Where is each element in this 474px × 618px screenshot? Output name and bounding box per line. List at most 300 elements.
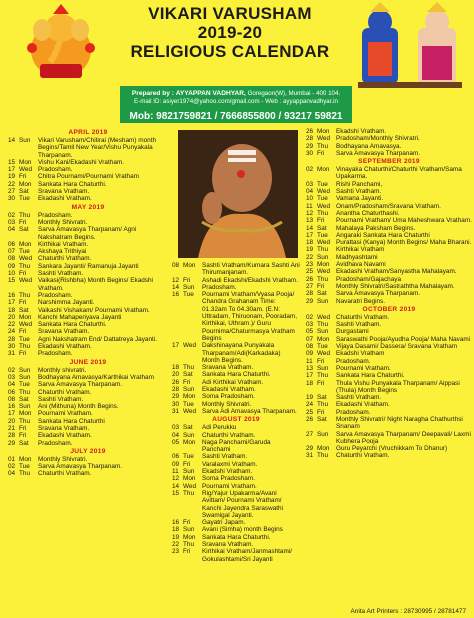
entry-event: Sashti Vratham.: [38, 270, 84, 278]
entry-weekday: Tue: [19, 248, 30, 256]
calendar-entry: [306, 276, 472, 283]
calendar-entry: [8, 226, 168, 241]
calendar-entry: [8, 173, 168, 180]
entry-weekday: Sun: [19, 366, 31, 374]
calendar-entry: [306, 372, 472, 379]
entry-date: 16: [8, 291, 16, 299]
entry-date: 04: [8, 381, 16, 389]
entry-weekday: Thu: [317, 452, 329, 460]
entry-date: 10: [306, 195, 314, 203]
entry-weekday: Sun: [19, 403, 31, 411]
entry-date: 08: [8, 395, 16, 403]
entry-date: 15: [8, 277, 16, 285]
entry-weekday: Thu: [19, 291, 31, 299]
entry-weekday: Sun: [183, 526, 195, 534]
calendar-entry: [306, 394, 472, 401]
entry-weekday: Sun: [183, 468, 195, 476]
entry-date: 19: [8, 173, 16, 181]
web-link[interactable]: ayyappanvadhyar.in: [282, 98, 338, 105]
entry-weekday: Mon: [19, 313, 32, 321]
calendar-entry: [306, 181, 472, 188]
entry-event: Chaturthi Vratham.: [336, 313, 390, 321]
calendar-entry: [172, 439, 300, 454]
entry-weekday: Wed: [317, 268, 331, 276]
entry-event: Sarva Amavasya Tharpanam/ Agni Nakshatram Begins.: [38, 226, 137, 241]
entry-event: Ekadashi Vratham.: [336, 401, 390, 409]
entry-weekday: Sun: [183, 283, 195, 291]
entry-weekday: Thu: [183, 364, 195, 372]
calendar-entry: [172, 548, 300, 563]
entry-event: Pradosham.: [38, 350, 73, 358]
calendar-entry: [306, 254, 472, 261]
calendar-entry: [8, 381, 168, 388]
entry-weekday: Sun: [317, 430, 329, 438]
entry-date: 27: [306, 282, 314, 290]
calendar-entry: [8, 292, 168, 299]
entry-event: Sravana Vratham.: [38, 328, 90, 336]
entry-weekday: Mon: [317, 128, 330, 135]
entry-weekday: Fri: [183, 276, 191, 284]
entry-event: Kanchi Mahaperiyava Jayanti: [38, 313, 122, 321]
deity-pair-illustration: [350, 2, 468, 90]
entry-weekday: Mon: [19, 410, 32, 418]
calendar-entry: [8, 137, 168, 159]
calendar-entry: [8, 410, 168, 417]
calendar-entry: [306, 350, 472, 357]
entry-event: Ekadashi Vratham.: [38, 432, 92, 440]
calendar-entry: [306, 409, 472, 416]
entry-weekday: Sat: [317, 394, 327, 402]
entry-date: 31: [8, 350, 16, 358]
entry-event: Sarva Adi Amavasya Tharpanam.: [202, 407, 297, 415]
entry-weekday: Fri: [183, 378, 191, 386]
entry-weekday: Mon: [317, 261, 330, 269]
entry-date: 29: [306, 297, 314, 305]
entry-event: Sravana Vratham.: [38, 188, 90, 196]
entry-event: Sarva Amavasya Tharpanam.: [336, 290, 421, 298]
entry-date: 12: [172, 475, 180, 483]
entry-event: Mahalaya Paksham Begins.: [336, 224, 416, 232]
entry-date: 18: [172, 526, 180, 534]
calendar-entry: [306, 401, 472, 408]
entry-date: 07: [306, 335, 314, 343]
entry-event: Bodhayana Amavasya/Karthikai Vratham: [38, 373, 154, 381]
calendar-entry: [172, 379, 300, 386]
entry-weekday: Wed: [317, 188, 331, 196]
entry-date: 04: [172, 431, 180, 439]
entry-event: Sarva Amavasya Tharpanam.: [38, 463, 123, 471]
calendar-entry: [306, 150, 472, 157]
title-line-2: 2019-20: [197, 23, 263, 42]
entry-date: 20: [8, 417, 16, 425]
entry-date: 02: [8, 366, 16, 374]
entry-date: 20: [172, 371, 180, 379]
ganesha-illustration: [20, 4, 102, 82]
entry-event: Naga Panchami/Garuda Panchami: [202, 438, 271, 454]
calendar-entry: [8, 396, 168, 403]
calendar-entry: [172, 424, 300, 431]
entry-date: 29: [8, 439, 16, 447]
calendar-entry: [172, 386, 300, 393]
calendar-entry: [172, 468, 300, 475]
entry-weekday: Tue: [317, 231, 328, 239]
entry-event: Vaikashi Vishakam/ Pournami Vratham.: [38, 306, 150, 314]
entry-weekday: Sun: [19, 373, 31, 381]
entry-weekday: Wed: [19, 255, 33, 263]
entry-weekday: Fri: [19, 299, 27, 307]
calendar-entry: [8, 241, 168, 248]
entry-event: Chaturthi Vratham.: [38, 470, 92, 478]
entry-weekday: Sun: [317, 297, 329, 305]
entry-weekday: Tue: [183, 291, 194, 299]
entry-weekday: Thu: [19, 343, 31, 351]
email-link[interactable]: asiyer1974@yahoo.com/gmail.com -: [162, 98, 264, 105]
entry-weekday: Thu: [317, 401, 329, 409]
calendar-entry: [306, 232, 472, 239]
entry-weekday: Wed: [317, 135, 331, 143]
entry-event: Sashti Vratham.: [336, 188, 382, 196]
entry-date: 06: [8, 388, 16, 396]
entry-event: Vijaya Dasami/ Dassera/ Sravana Vratham: [336, 343, 458, 351]
entry-weekday: Wed: [183, 342, 197, 350]
july-august-column: [172, 262, 300, 563]
month-heading: MAY 2019: [71, 203, 105, 211]
title-line-1: VIKARI VARUSHAM: [148, 4, 312, 23]
april-july-column: [8, 128, 168, 478]
mobile-numbers: Mob: 9821759821 / 7666855800 / 93217 59821: [120, 110, 352, 123]
calendar-entry: [306, 416, 472, 431]
entry-weekday: Sun: [317, 364, 329, 372]
entry-event: Thula Vishu Punyakala Tharpanam/ Aippasi (Thula) Month Begins: [336, 379, 460, 394]
entry-date: 22: [306, 253, 314, 261]
entry-event: Ani (Mithuna) Month Begins.: [38, 403, 119, 411]
entry-weekday: Mon: [317, 445, 330, 453]
entry-date: 18: [306, 379, 314, 387]
entry-event: Pradosham/Monthly Shivratri.: [336, 135, 420, 143]
entry-weekday: Thu: [317, 246, 329, 254]
calendar-entry: [8, 195, 168, 202]
entry-event: Pournami Vratham.: [336, 364, 391, 372]
entry-event: Sankata Hara Chaturthi.: [38, 321, 107, 329]
entry-event: Pradosham.: [38, 439, 73, 447]
entry-event: Guru Peyarchi (Vruchikkam To Dhanur): [336, 445, 448, 453]
entry-date: 06: [8, 240, 16, 248]
entry-event: Durgastami: [336, 328, 369, 336]
entry-date: 14: [8, 137, 16, 144]
calendar-entry: [8, 389, 168, 396]
entry-date: 24: [8, 328, 16, 336]
entry-event: Sankata Hara Chaturthi.: [202, 533, 271, 541]
calendar-entry: [8, 321, 168, 328]
entry-weekday: Thu: [183, 540, 195, 548]
calendar-entry: [8, 166, 168, 173]
entry-event: Pournami Vratham/Vyasa Pooja/ Chandra Grahanam Time: 01.32am To 04.30am. (E.N: Uttradam, Thiruonam, Pooradam, Kirthikai, Uthram.)/ Guru Pournima/Chaturmasya Vratham Begins: [202, 291, 298, 342]
entry-event: Dakshinayana Punyakala Tharpanam/Adi(Karkadaka) Month Begins.: [202, 342, 281, 364]
calendar-entry: [172, 284, 300, 291]
entry-date: 03: [8, 218, 16, 226]
month-heading: AUGUST 2019: [212, 416, 260, 424]
calendar-entry: [306, 452, 472, 459]
entry-event: Vamana Jayanti.: [336, 195, 384, 203]
entry-weekday: Thu: [317, 142, 329, 150]
calendar-entry: [172, 461, 300, 468]
calendar-entry: [172, 262, 300, 277]
entry-event: Sashti Vratham.: [38, 395, 84, 403]
entry-weekday: Wed: [19, 277, 33, 285]
month-heading: SEPTEMBER 2019: [358, 158, 420, 166]
calendar-entry: [172, 408, 300, 415]
entry-event: Soma Pradosham.: [202, 475, 255, 483]
entry-weekday: Fri: [183, 460, 191, 468]
calendar-entry: [306, 268, 472, 275]
calendar-entry: [172, 534, 300, 541]
entry-weekday: Mon: [183, 475, 196, 483]
entry-weekday: Sat: [19, 439, 29, 447]
entry-date: 10: [8, 270, 16, 278]
calendar-entry: [172, 475, 300, 482]
calendar-entry: [172, 483, 300, 490]
entry-date: 20: [8, 313, 16, 321]
entry-date: 11: [172, 468, 179, 476]
calendar-entry: [172, 393, 300, 400]
entry-event: Onam/Pradosham/Sravana Vratham.: [336, 202, 441, 210]
calendar-entry: [8, 188, 168, 195]
entry-event: Chitra Pournami/Pournami Vratham: [38, 173, 139, 181]
entry-weekday: Sun: [317, 253, 329, 261]
entry-event: Vishu Kani/Ekadashi Vratham.: [38, 158, 124, 166]
calendar-entry: [8, 418, 168, 425]
calendar-entry: [306, 343, 472, 350]
entry-event: Adi Perukku: [202, 424, 237, 432]
entry-event: Pradosham/Gajachaya: [336, 275, 402, 283]
entry-event: Sashti Vratham.: [202, 453, 248, 461]
entry-weekday: Mon: [19, 240, 32, 248]
entry-weekday: Wed: [317, 239, 331, 247]
calendar-entry: [8, 212, 168, 219]
entry-weekday: Mon: [183, 393, 196, 401]
entry-weekday: Thu: [183, 489, 195, 497]
entry-date: 08: [8, 255, 16, 263]
entry-date: 28: [8, 432, 16, 440]
calendar-entry: [306, 166, 472, 181]
entry-date: 18: [306, 239, 314, 247]
entry-weekday: Mon: [19, 455, 32, 463]
entry-weekday: Tue: [19, 195, 30, 203]
entry-event: Vinayaka Chaturthi/Chaturthi Vratham/Sama Upakarma.: [336, 166, 462, 181]
entry-date: 22: [172, 540, 180, 548]
entry-event: Varalaxmi Vratham.: [202, 460, 258, 468]
entry-event: Soma Pradosham.: [202, 393, 255, 401]
entry-weekday: Wed: [317, 350, 331, 358]
entry-event: Ekadshi Vratham.: [336, 128, 387, 135]
entry-date: 04: [8, 226, 16, 234]
entry-event: Monthly Shivratri/Sastraththa Mahalayam.: [336, 282, 455, 290]
calendar-entry: [8, 367, 168, 374]
entry-date: 05: [306, 328, 314, 336]
entry-weekday: Tue: [183, 400, 194, 408]
entry-date: 06: [172, 453, 180, 461]
entry-date: 04: [8, 470, 16, 478]
entry-event: Avidhava Navami: [336, 261, 386, 269]
calendar-entry: [306, 135, 472, 142]
calendar-entry: [172, 291, 300, 342]
entry-weekday: Tue: [19, 381, 30, 389]
month-heading: JULY 2019: [70, 447, 106, 455]
entry-weekday: Fri: [19, 350, 27, 358]
calendar-entry: [8, 314, 168, 321]
entry-weekday: Mon: [317, 166, 330, 174]
entry-event: Pradosham.: [202, 283, 237, 291]
entry-date: 14: [306, 224, 314, 232]
calendar-entry: [8, 328, 168, 335]
entry-date: 29: [172, 393, 180, 401]
entry-weekday: Thu: [19, 470, 31, 478]
entry-event: Pradosham.: [336, 357, 371, 365]
calendar-entry: [8, 263, 168, 270]
entry-date: 01: [8, 455, 16, 463]
entry-date: 26: [172, 378, 180, 386]
entry-date: 08: [172, 262, 180, 269]
entry-event: Ekadshi Vratham: [336, 350, 385, 358]
entry-weekday: Sat: [19, 395, 29, 403]
calendar-entry: [172, 541, 300, 548]
entry-weekday: Sat: [183, 371, 193, 379]
calendar-entry: [306, 143, 472, 150]
calendar-entry: [172, 519, 300, 526]
prepared-label: Prepared by :: [131, 90, 175, 97]
calendar-entry: [8, 456, 168, 463]
entry-weekday: Thu: [19, 417, 31, 425]
entry-event: Pournami Vratham/ Uma Maheshwara Vratham.: [336, 217, 472, 225]
web-label: Web :: [265, 98, 282, 105]
entry-weekday: Wed: [183, 407, 197, 415]
entry-date: 03: [306, 321, 314, 329]
calendar-entry: [8, 248, 168, 255]
calendar-entry: [306, 217, 472, 224]
entry-date: 04: [306, 188, 314, 196]
entry-weekday: Fri: [19, 328, 27, 336]
entry-date: 19: [172, 533, 180, 541]
entry-weekday: Mon: [183, 438, 196, 446]
entry-weekday: Fri: [317, 357, 325, 365]
calendar-entry: [8, 219, 168, 226]
entry-date: 17: [8, 299, 16, 307]
entry-weekday: Fri: [183, 519, 191, 527]
entry-weekday: Fri: [317, 149, 325, 157]
calendar-entry: [8, 277, 168, 292]
calendar-entry: [8, 470, 168, 477]
entry-date: 29: [306, 142, 314, 150]
calendar-entry: [8, 181, 168, 188]
calendar-entry: [172, 371, 300, 378]
entry-event: Monthly Shivratri.: [38, 218, 88, 226]
calendar-entry: [8, 299, 168, 306]
entry-date: 31: [172, 407, 180, 415]
entry-weekday: Fri: [19, 173, 27, 181]
entry-weekday: Sun: [19, 137, 31, 144]
calendar-entry: [306, 210, 472, 217]
calendar-entry: [306, 298, 472, 305]
entry-weekday: Mon: [183, 533, 196, 541]
entry-event: Narshimma Jayanti.: [38, 299, 95, 307]
entry-weekday: Tue: [317, 195, 328, 203]
calendar-title: [110, 4, 350, 61]
entry-weekday: Mon: [19, 180, 32, 188]
entry-event: Pradosham.: [38, 291, 73, 299]
entry-date: 14: [172, 482, 180, 490]
entry-weekday: Wed: [317, 313, 331, 321]
entry-date: 31: [306, 452, 314, 460]
entry-date: 18: [8, 306, 16, 314]
entry-date: 07: [8, 248, 16, 256]
month-heading: APRIL 2019: [68, 129, 108, 136]
entry-event: Bodhayana Amavasya.: [336, 142, 402, 150]
entry-date: 21: [8, 424, 16, 432]
entry-date: 12: [306, 209, 314, 217]
entry-event: Ekadashi Vratham.: [202, 386, 256, 394]
entry-date: 19: [306, 394, 314, 402]
entry-date: 15: [8, 158, 16, 166]
entry-event: Rishi Panchami,: [336, 180, 383, 188]
entry-weekday: Fri: [317, 282, 325, 290]
entry-event: Sarva Amavasya Tharpanam.: [38, 381, 123, 389]
entry-event: Chaturthi Vratham.: [202, 431, 256, 439]
entry-weekday: Sat: [317, 415, 327, 423]
calendar-entry: [306, 314, 472, 321]
entry-event: Sashti Vratham.: [336, 394, 382, 402]
entry-event: Adi Kirthikai Vratham.: [202, 378, 264, 386]
entry-event: Vikari Varusham/Chitirai (Mesham) month Begins/Tamil New Year/Vishu Punyakala Tharpanam.: [38, 137, 157, 159]
entry-date: 18: [172, 364, 180, 372]
calendar-entry: [306, 290, 472, 297]
calendar-entry: [306, 246, 472, 253]
entry-event: Sashti Vratham/Kumara Sashti Ani Thirumanjanam.: [202, 262, 300, 277]
entry-date: 17: [8, 166, 16, 174]
entry-weekday: Fri: [317, 217, 325, 225]
entry-date: 23: [306, 261, 314, 269]
entry-event: Angaraki Sankata Hara Chaturthi: [336, 231, 430, 239]
entry-weekday: Thu: [317, 321, 329, 329]
entry-weekday: Wed: [183, 482, 197, 490]
preparer-address: Goregaon(W), Mumbai - 400 104.: [247, 90, 341, 97]
email-label: E-mail ID:: [134, 98, 162, 105]
entry-date: 11: [306, 202, 313, 210]
entry-date: 17: [306, 231, 314, 239]
entry-weekday: Fri: [19, 270, 27, 278]
entry-event: Sankata Hara Chaturthi.: [202, 371, 271, 379]
calendar-entry: [306, 365, 472, 372]
entry-weekday: Fri: [19, 432, 27, 440]
entry-weekday: Fri: [317, 379, 325, 387]
calendar-entry: [8, 270, 168, 277]
entry-weekday: Thu: [19, 211, 31, 219]
entry-event: Rig/Yajur Upakarma/Avani Avittam/ Pournami Vratham/ Kanchi Jayendra Saraswathi Swamigal Jayanti.: [202, 489, 283, 519]
calendar-entry: [172, 453, 300, 460]
title-line-3: RELIGIOUS CALENDAR: [130, 42, 330, 61]
entry-date: 22: [8, 180, 16, 188]
entry-event: Navaratri Begins.: [336, 297, 386, 305]
calendar-entry: [172, 364, 300, 371]
entry-date: 26: [306, 415, 314, 423]
entry-weekday: Mon: [317, 335, 330, 343]
entry-weekday: Thu: [317, 209, 329, 217]
calendar-entry: [306, 188, 472, 195]
entry-weekday: Sat: [317, 224, 327, 232]
entry-event: Sankata Hara Chaturthi: [38, 417, 105, 425]
entry-date: 12: [172, 276, 180, 284]
entry-event: Agni Nakshatram End/ Dattatreya Jayanti.: [38, 335, 157, 343]
entry-event: Chaturthi Vratham.: [38, 255, 92, 263]
